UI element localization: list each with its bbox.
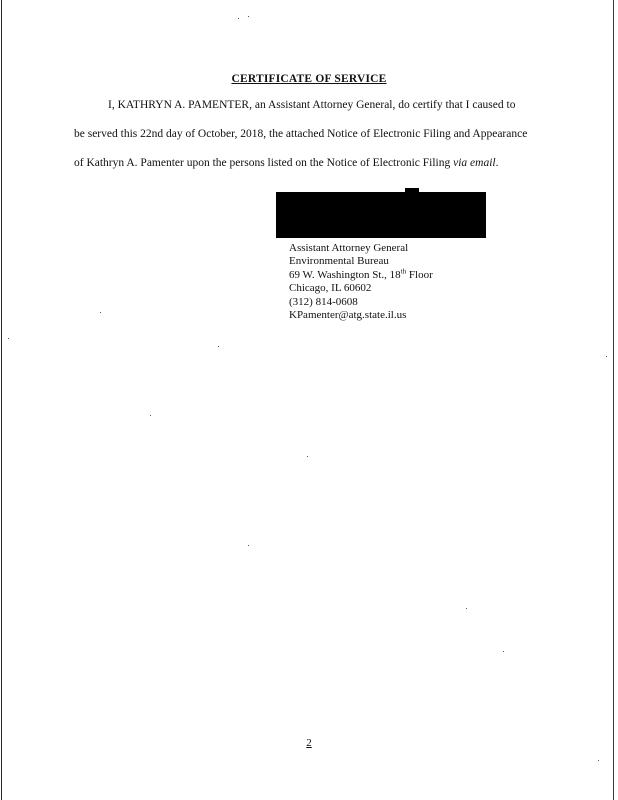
body-line-3-text: of Kathryn A. Pamenter upon the persons listed on the Notice of Electronic Filing xyxy=(74,157,454,169)
scan-speck xyxy=(466,608,467,609)
scan-speck xyxy=(8,338,9,339)
signer-role: Assistant Attorney General xyxy=(289,242,409,254)
certificate-title: CERTIFICATE OF SERVICE xyxy=(231,73,387,85)
signer-address xyxy=(289,269,433,282)
scan-speck xyxy=(238,18,239,19)
scan-speck xyxy=(598,760,599,761)
signer-city: Chicago, IL 60602 xyxy=(289,282,372,295)
scan-speck xyxy=(248,545,249,546)
address-suffix: Floor xyxy=(406,268,433,281)
body-line-1: I, KATHRYN A. PAMENTER, an Assistant Attorney General, do certify that I caused to xyxy=(108,99,516,111)
body-line-3 xyxy=(74,157,498,169)
scan-speck xyxy=(218,346,219,347)
scan-edge-left xyxy=(1,0,2,800)
scan-speck xyxy=(606,356,607,357)
scan-speck xyxy=(150,415,151,416)
scan-edge-right xyxy=(613,0,614,800)
body-line-2: be served this 22nd day of October, 2018, the attached Notice of Electronic Filing and Appearance xyxy=(74,128,528,140)
signer-email: KPamenter@atg.state.il.us xyxy=(289,309,407,322)
address-superscript: th xyxy=(400,267,407,276)
via-email-text: via email xyxy=(453,157,496,169)
scan-speck xyxy=(248,16,249,17)
scan-speck xyxy=(307,456,308,457)
scan-speck xyxy=(503,651,504,652)
signer-phone: (312) 814-0608 xyxy=(289,295,358,308)
page-number: 2 xyxy=(306,737,312,749)
signature-block xyxy=(289,242,433,322)
address-prefix: 69 W. Washington St., 18 xyxy=(289,268,401,281)
body-line-3-end: . xyxy=(495,157,499,169)
scan-speck xyxy=(100,312,101,313)
signature-redaction xyxy=(276,192,486,238)
signer-bureau: Environmental Bureau xyxy=(289,255,389,268)
